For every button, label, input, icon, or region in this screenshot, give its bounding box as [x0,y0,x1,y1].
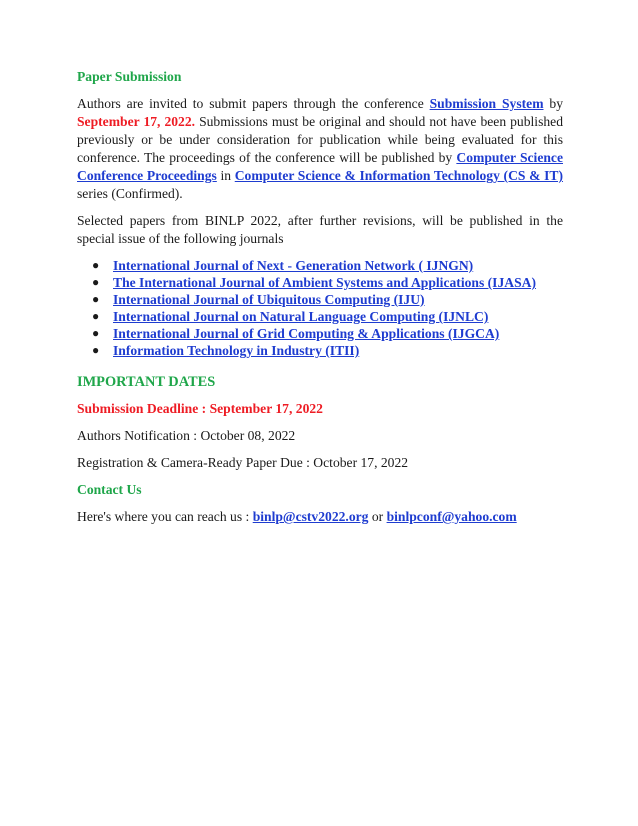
journal-link-ijnlc[interactable]: International Journal on Natural Language Computing (IJNLC) [113,309,489,324]
selected-papers-paragraph: Selected papers from BINLP 2022, after further revisions, will be published in the special issue of the following journals [77,213,563,246]
document-body [77,68,563,535]
intro-text-1: Authors are invited to submit papers through the conference [77,96,430,111]
journal-link-iju[interactable]: International Journal of Ubiquitous Computing (IJU) [113,292,425,307]
paper-submission-heading: Paper Submission [77,69,182,84]
list-item [77,342,563,359]
contact-us-heading: Contact Us [77,482,142,497]
list-item [77,325,563,342]
list-item [77,291,563,308]
journal-link-itii[interactable]: Information Technology in Industry (ITII) [113,343,360,358]
email-link-primary[interactable]: binlp@cstv2022.org [252,509,369,524]
bullet-icon: ● [92,309,100,323]
bullet-icon: ● [92,326,100,340]
intro-text-2: Submissions must be original and should not have been published previously or be under consideration for publication while being evaluated for this conference. The proceedings of the conference will be published by [77,114,563,165]
camera-ready-due: Registration & Camera-Ready Paper Due : October 17, 2022 [77,455,409,470]
contact-line [77,508,563,526]
submission-paragraph [77,95,563,203]
by-text: by [543,96,563,111]
bullet-icon: ● [92,275,100,289]
authors-notification: Authors Notification : October 08, 2022 [77,428,296,443]
proceedings-link[interactable]: Computer Science Conference Proceedings [77,150,563,183]
contact-text: Here's where you can reach us : [77,509,253,524]
in-text: in [216,168,235,183]
journal-link-ijngn[interactable]: International Journal of Next - Generation Network ( IJNGN) [113,258,474,273]
series-text: series (Confirmed). [77,186,183,201]
bullet-icon: ● [92,343,100,357]
journal-link-ijgca[interactable]: International Journal of Grid Computing & Applications (IJGCA) [113,326,500,341]
submission-system-link[interactable]: Submission System [429,96,544,111]
csit-link[interactable]: Computer Science & Information Technology (CS & IT) [234,168,563,183]
or-text: or [368,509,387,524]
submission-deadline: Submission Deadline : September 17, 2022 [77,401,323,416]
journal-list [77,257,563,359]
bullet-icon: ● [92,258,100,272]
email-link-secondary[interactable]: binlpconf@yahoo.com [386,509,517,524]
bullet-icon: ● [92,292,100,306]
list-item [77,257,563,274]
deadline-date: September 17, 2022. [77,114,196,129]
journal-link-ijasa[interactable]: The International Journal of Ambient Systems and Applications (IJASA) [113,275,536,290]
important-dates-heading: IMPORTANT DATES [77,374,216,390]
list-item [77,308,563,325]
list-item [77,274,563,291]
